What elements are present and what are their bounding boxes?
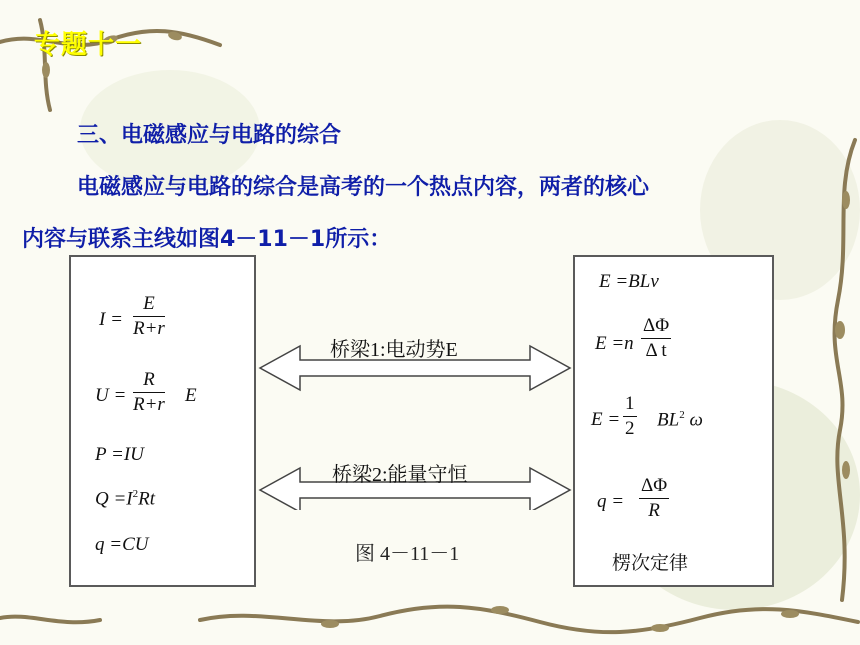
topic-tag: 专题十一 (34, 30, 143, 60)
formula-emf-rotation-lhs: E = (591, 409, 621, 430)
figure-caption: 图 4－11－1 (355, 543, 460, 565)
formula-power: P =IU (95, 444, 144, 465)
formula-emf-faraday-lhs: E =n (595, 333, 634, 354)
lenz-law-label: 楞次定律 (612, 552, 689, 574)
formula-emf-faraday-fraction: $\frac{\Delta\Phi}{\text{Δ t}}$ (643, 315, 670, 361)
formula-heat: $Q =I^2Rt$ (95, 488, 156, 510)
bridge-1-label: 桥梁1:电动势E (330, 339, 458, 361)
formula-u-fraction: $\frac{R}{R+r}$ (133, 369, 165, 415)
bridge-2-label: 桥梁2:能量守恒 (332, 464, 468, 486)
formula-u-lhs: U = (95, 385, 127, 406)
paragraph-line: 内容与联系主线如图4－11－1所示： (22, 227, 392, 252)
circuit-formula-box (69, 255, 256, 587)
formula-emf-rotation-rhs: $BL^2$ ω (657, 409, 703, 431)
paragraph-line: 电磁感应与电路的综合是高考的一个热点内容，两者的核心 (77, 175, 650, 200)
formula-emf-blv: E =BLv (599, 271, 659, 292)
formula-charge-flux-fraction: $\frac{\Delta\Phi}{R}$ (641, 475, 668, 521)
formula-charge: q =CU (95, 534, 149, 555)
section-heading: 三、电磁感应与电路的综合 (77, 123, 342, 148)
induction-formula-box (573, 255, 774, 587)
formula-i-fraction: $\frac{E}{R+r}$ (133, 293, 165, 339)
formula-charge-flux-lhs: q = (597, 491, 625, 512)
formula-emf-rotation-fraction: $\frac{1}{2}$ (625, 393, 635, 439)
formula-i-lhs: I = (99, 309, 123, 330)
formula-u-rhs: E (185, 385, 197, 406)
